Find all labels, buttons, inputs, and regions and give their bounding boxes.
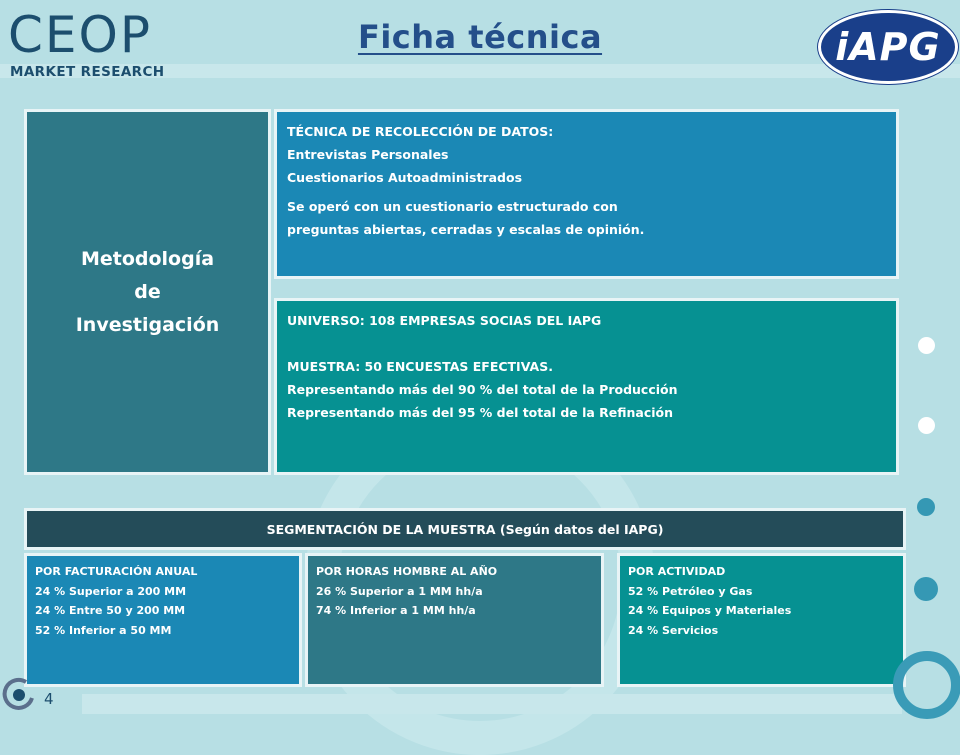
muestra-line: MUESTRA: 50 ENCUESTAS EFECTIVAS. bbox=[287, 359, 553, 374]
segment-item: 52 % Inferior a 50 MM bbox=[35, 623, 172, 637]
segment-item: 24 % Servicios bbox=[628, 623, 719, 637]
page-title: Ficha técnica bbox=[357, 18, 603, 56]
segment-heading: POR HORAS HOMBRE AL AÑO bbox=[316, 565, 498, 578]
decorative-dot bbox=[914, 577, 938, 601]
metodologia-line-3: Investigación bbox=[75, 313, 220, 336]
page-number: 4 bbox=[44, 690, 54, 708]
decorative-dot bbox=[917, 498, 935, 516]
decorative-dot bbox=[918, 417, 935, 434]
segment-item: 26 % Superior a 1 MM hh/a bbox=[316, 584, 483, 598]
ceop-logo-subtitle: MARKET RESEARCH bbox=[10, 64, 165, 80]
segmentacion-title: SEGMENTACIÓN DE LA MUESTRA (Según datos del IAPG) bbox=[266, 521, 664, 537]
refinacion-line: Representando más del 95 % del total de la Refinación bbox=[287, 405, 674, 420]
segment-item: 24 % Equipos y Materiales bbox=[628, 604, 792, 617]
bottom-band-decoration bbox=[82, 694, 902, 714]
decorative-ring bbox=[893, 651, 960, 719]
ceop-logo-text: CEOP bbox=[8, 6, 153, 64]
segment-item: 24 % Entre 50 y 200 MM bbox=[35, 604, 186, 617]
tecnica-description: preguntas abiertas, cerradas y escalas de opinión. bbox=[287, 222, 645, 237]
tecnica-heading: TÉCNICA DE RECOLECCIÓN DE DATOS: bbox=[287, 124, 554, 139]
metodologia-line-2: de bbox=[134, 280, 161, 303]
tecnica-description: Se operó con un cuestionario estructurado con bbox=[287, 199, 618, 214]
segmentacion-header bbox=[24, 508, 906, 550]
metodologia-panel bbox=[24, 109, 271, 475]
universo-line: UNIVERSO: 108 EMPRESAS SOCIAS DEL IAPG bbox=[287, 313, 602, 328]
metodologia-label bbox=[76, 243, 220, 342]
tecnica-item: Cuestionarios Autoadministrados bbox=[287, 170, 523, 185]
tecnica-item: Entrevistas Personales bbox=[287, 147, 449, 162]
segment-heading: POR ACTIVIDAD bbox=[628, 565, 726, 578]
segment-horas-panel bbox=[305, 553, 604, 687]
segment-facturacion-panel bbox=[24, 553, 302, 687]
produccion-line: Representando más del 90 % del total de la Producción bbox=[287, 382, 678, 397]
iapg-logo-text: iAPG bbox=[835, 25, 941, 69]
ceop-corner-icon bbox=[2, 676, 36, 712]
iapg-logo bbox=[818, 10, 958, 84]
universo-panel bbox=[274, 298, 899, 475]
decorative-dot bbox=[918, 337, 935, 354]
tecnica-panel bbox=[274, 109, 899, 279]
segment-item: 74 % Inferior a 1 MM hh/a bbox=[316, 604, 476, 617]
segment-actividad-panel bbox=[617, 553, 906, 687]
segment-heading: POR FACTURACIÓN ANUAL bbox=[35, 565, 198, 578]
segment-item: 52 % Petróleo y Gas bbox=[628, 584, 753, 598]
metodologia-line-1: Metodología bbox=[80, 247, 215, 270]
segment-item: 24 % Superior a 200 MM bbox=[35, 584, 187, 598]
